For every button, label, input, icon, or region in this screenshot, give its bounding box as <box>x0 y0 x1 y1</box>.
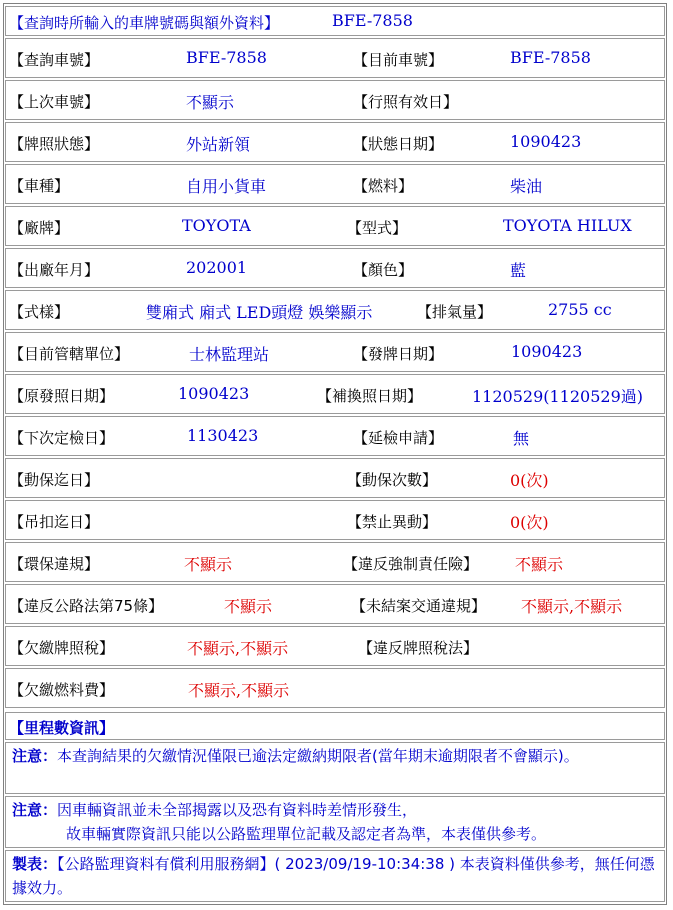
info-row <box>5 542 665 582</box>
field-value: BFE-7858 <box>510 48 591 67</box>
field-value: 士林監理站 <box>189 345 270 364</box>
field-value: TOYOTA HILUX <box>503 216 632 235</box>
note1-row <box>5 742 665 794</box>
info-row <box>5 500 665 540</box>
field-label: 【型式】 <box>347 219 408 237</box>
field-label: 【原發照日期】 <box>9 387 115 405</box>
field-value: 柴油 <box>510 177 543 196</box>
info-row <box>5 290 665 330</box>
field-value: 0(次) <box>510 471 549 490</box>
field-label: 【動保迄日】 <box>9 471 100 489</box>
field-value: 不顯示 <box>515 555 564 574</box>
field-label: 【式樣】 <box>9 303 70 321</box>
field-value: 不顯示,不顯示 <box>187 639 289 658</box>
field-value: 不顯示 <box>184 555 233 574</box>
field-value: 202001 <box>186 258 248 277</box>
field-label: 【上次車號】 <box>9 93 100 111</box>
field-value: 1090423 <box>178 384 250 403</box>
info-row <box>5 668 665 708</box>
note2-row <box>5 796 665 848</box>
field-label: 【目前管轄單位】 <box>9 345 130 363</box>
field-label: 【查詢車號】 <box>9 51 100 69</box>
mileage-title: 【里程數資訊】 <box>9 719 115 737</box>
header-title: 【查詢時所輸入的車牌號碼與額外資料】 <box>9 14 280 32</box>
note1 <box>12 744 658 768</box>
note2-tag: 注意： <box>12 801 58 819</box>
info-row <box>5 80 665 120</box>
field-value: 0(次) <box>510 513 549 532</box>
field-value: TOYOTA <box>182 216 251 235</box>
footer-text: 【公路監理資料有償利用服務網】( 2023/09/19-10:34:38 ) 本表資料僅供參考，無任何憑據效力。 <box>12 855 655 897</box>
info-row <box>5 38 665 78</box>
field-value: 不顯示,不顯示 <box>188 681 290 700</box>
field-label: 【行照有效日】 <box>353 93 459 111</box>
field-label: 【違反公路法第75條】 <box>9 597 164 615</box>
note2 <box>12 798 658 846</box>
field-value: 1120529(1120529過) <box>472 387 644 406</box>
info-row <box>5 416 665 456</box>
header-plate: BFE-7858 <box>332 11 413 30</box>
field-label: 【欠繳牌照稅】 <box>9 639 115 657</box>
field-value: 外站新領 <box>186 135 251 154</box>
info-row <box>5 626 665 666</box>
field-label: 【下次定檢日】 <box>9 429 115 447</box>
info-row <box>5 458 665 498</box>
note2-line2: 故車輛實際資訊只能以公路監理單位記載及認定者為準，本表僅供參考。 <box>66 825 547 843</box>
info-row <box>5 248 665 288</box>
field-label: 【排氣量】 <box>417 303 493 321</box>
field-label: 【欠繳燃料費】 <box>9 681 115 699</box>
info-row <box>5 122 665 162</box>
note1-tag: 注意： <box>12 747 58 765</box>
field-value: 不顯示 <box>186 93 235 112</box>
header-row <box>5 6 665 36</box>
field-label: 【發牌日期】 <box>353 345 444 363</box>
field-label: 【延檢申請】 <box>353 429 444 447</box>
footer-row <box>5 850 665 902</box>
info-row <box>5 206 665 246</box>
footer-tag: 製表： <box>12 855 58 873</box>
info-row <box>5 374 665 414</box>
info-row <box>5 584 665 624</box>
field-label: 【動保次數】 <box>347 471 438 489</box>
field-value: 無 <box>513 429 530 448</box>
field-value: 雙廂式 廂式 LED頭燈 娛樂顯示 <box>146 303 373 322</box>
field-label: 【未結案交通違規】 <box>351 597 487 615</box>
field-value: BFE-7858 <box>186 48 267 67</box>
field-value: 1090423 <box>510 132 582 151</box>
note1-text: 本查詢結果的欠繳情況僅限已逾法定繳納期限者(當年期末逾期限者不會顯示)。 <box>57 747 579 765</box>
field-label: 【違反牌照稅法】 <box>358 639 479 657</box>
field-label: 【補換照日期】 <box>317 387 423 405</box>
field-value: 1090423 <box>511 342 583 361</box>
field-label: 【禁止異動】 <box>347 513 438 531</box>
footer-note <box>12 852 658 900</box>
field-value: 不顯示,不顯示 <box>521 597 623 616</box>
field-value: 2755 cc <box>548 300 612 319</box>
note2-line1: 因車輛資訊並未全部揭露以及恐有資料時差情形發生， <box>57 801 418 819</box>
field-label: 【燃料】 <box>353 177 414 195</box>
field-label: 【吊扣迄日】 <box>9 513 100 531</box>
field-label: 【顏色】 <box>353 261 414 279</box>
field-value: 1130423 <box>187 426 259 445</box>
field-label: 【環保違規】 <box>9 555 100 573</box>
field-label: 【車種】 <box>9 177 70 195</box>
info-row <box>5 332 665 372</box>
info-row <box>5 164 665 204</box>
field-label: 【出廠年月】 <box>9 261 100 279</box>
field-label: 【牌照狀態】 <box>9 135 100 153</box>
mileage-row <box>5 712 665 740</box>
field-label: 【目前車號】 <box>353 51 444 69</box>
field-value: 藍 <box>510 261 527 280</box>
field-value: 自用小貨車 <box>186 177 267 196</box>
field-value: 不顯示 <box>224 597 273 616</box>
field-label: 【狀態日期】 <box>353 135 444 153</box>
field-label: 【廠牌】 <box>9 219 70 237</box>
field-label: 【違反強制責任險】 <box>343 555 479 573</box>
